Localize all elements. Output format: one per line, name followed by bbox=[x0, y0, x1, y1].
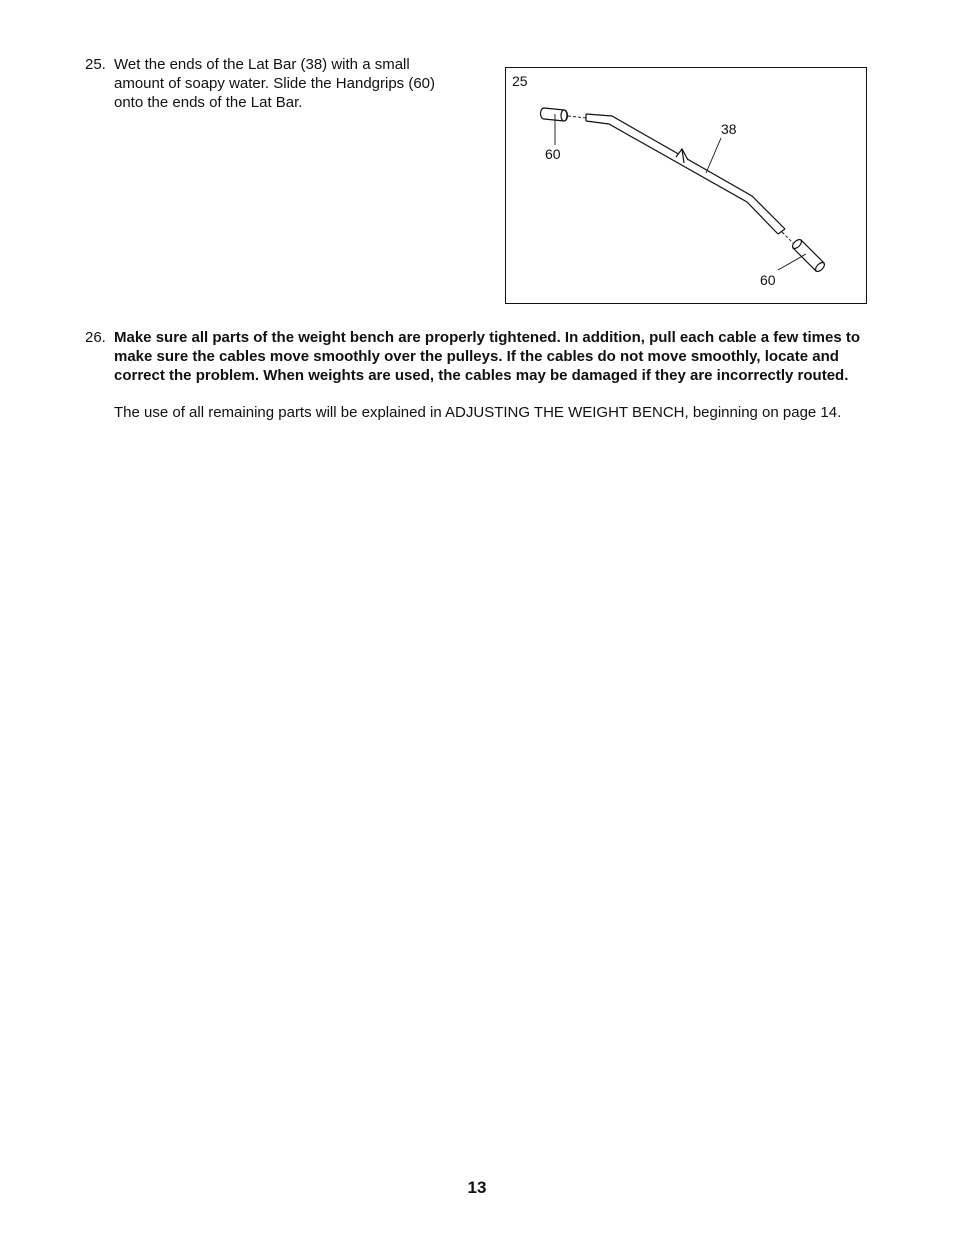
step-warning-text: Make sure all parts of the weight bench are properly tightened. In addition, pull each cable a few times to make sure the cables move smoothly over the pulleys. If the cables do not move smoothly, locate and correct the problem. When weights are used, the cables may be damaged if they are incorrectly routed. bbox=[114, 329, 860, 384]
step-note-text: The use of all remaining parts will be explained in ADJUSTING THE WEIGHT BENCH, beginning on page 14. bbox=[114, 404, 842, 421]
figure-number: 25 bbox=[512, 73, 528, 89]
callout-label-left-60: 60 bbox=[545, 146, 561, 162]
diagram-drawing bbox=[506, 68, 868, 305]
step-text: Wet the ends of the Lat Bar (38) with a small amount of soapy water. Slide the Handgrips (60) onto the ends of the Lat Bar. bbox=[114, 56, 436, 111]
step-body bbox=[114, 328, 874, 422]
lat-bar-part bbox=[586, 114, 785, 234]
left-handgrip-part bbox=[541, 108, 568, 121]
page-number: 13 bbox=[467, 1178, 487, 1197]
step-number: 26. bbox=[85, 329, 106, 346]
leader-line-right-60 bbox=[778, 254, 806, 270]
right-handgrip-part bbox=[791, 238, 826, 273]
callout-label-38: 38 bbox=[721, 121, 737, 137]
leader-line-38 bbox=[706, 138, 721, 173]
alignment-line-left bbox=[568, 116, 586, 118]
callout-label-right-60: 60 bbox=[760, 272, 776, 288]
figure-25-lat-bar-diagram bbox=[505, 67, 867, 304]
step-number: 25. bbox=[85, 56, 106, 73]
